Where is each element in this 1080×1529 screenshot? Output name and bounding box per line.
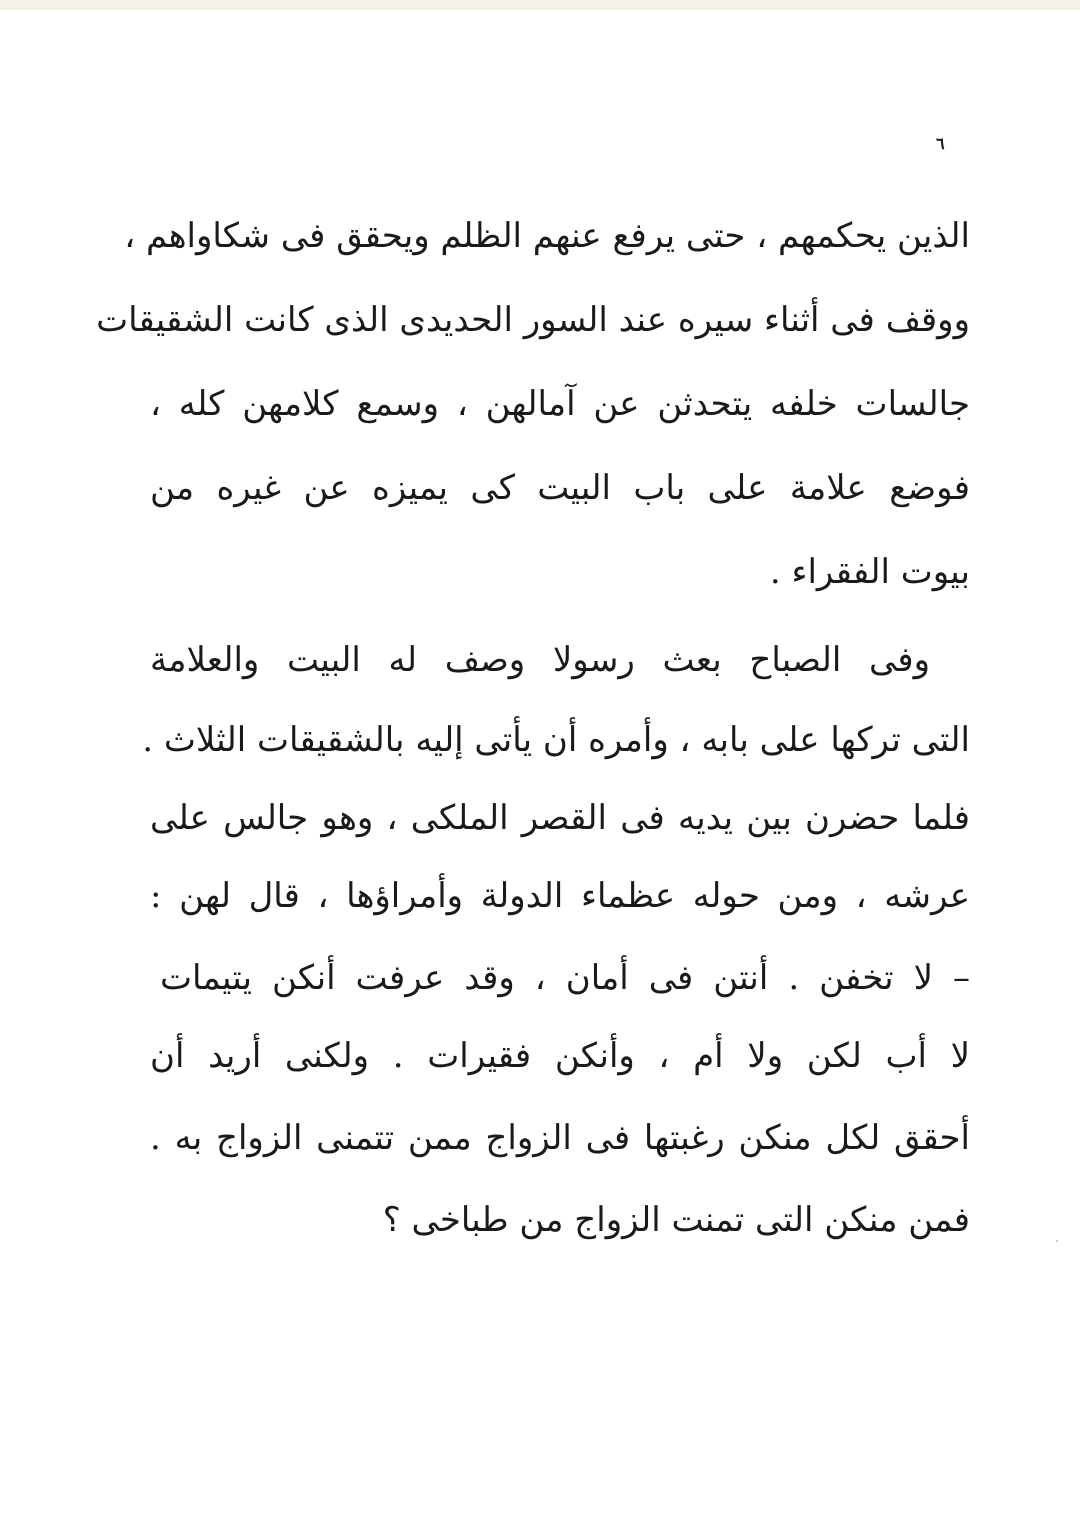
text-line-1: الذين يحكمهم ، حتى يرفع عنهم الظلم ويحقق فى شكاواهم ، — [124, 216, 970, 256]
text-line-3: جالسات خلفه يتحدثن عن آمالهن ، وسمع كلامهن كله ، — [150, 384, 970, 424]
text-line-10: – لا تخفن . أنتن فى أمان ، وقد عرفت أنكن يتيمات — [160, 958, 971, 998]
text-line-7: التى تركها على بابه ، وأمره أن يأتى إليه بالشقيقات الثلاث . — [142, 720, 970, 760]
text-line-6: وفى الصباح بعث رسولا وصف له البيت والعلامة — [150, 640, 930, 680]
text-line-8: فلما حضرن بين يديه فى القصر الملكى ، وهو جالس على — [150, 798, 970, 838]
text-line-5: بيوت الفقراء . — [769, 552, 970, 592]
text-line-2: ووقف فى أثناء سيره عند السور الحديدى الذى كانت الشقيقات — [96, 300, 970, 340]
text-line-12: أحقق لكل منكن رغبتها فى الزواج ممن تتمنى الزواج به . — [150, 1118, 970, 1158]
scan-speck — [1056, 1240, 1058, 1242]
page-number: ٦ — [936, 134, 945, 153]
text-line-13: فمن منكن التى تمنت الزواج من طباخى ؟ — [382, 1200, 970, 1240]
text-line-11: لا أب لكن ولا أم ، وأنكن فقيرات . ولكنى أريد أن — [150, 1036, 970, 1076]
text-line-4: فوضع علامة على باب البيت كى يميزه عن غيره من — [150, 468, 970, 508]
book-page — [0, 10, 1080, 1529]
text-line-9: عرشه ، ومن حوله عظماء الدولة وأمراؤها ، قال لهن : — [150, 876, 971, 916]
